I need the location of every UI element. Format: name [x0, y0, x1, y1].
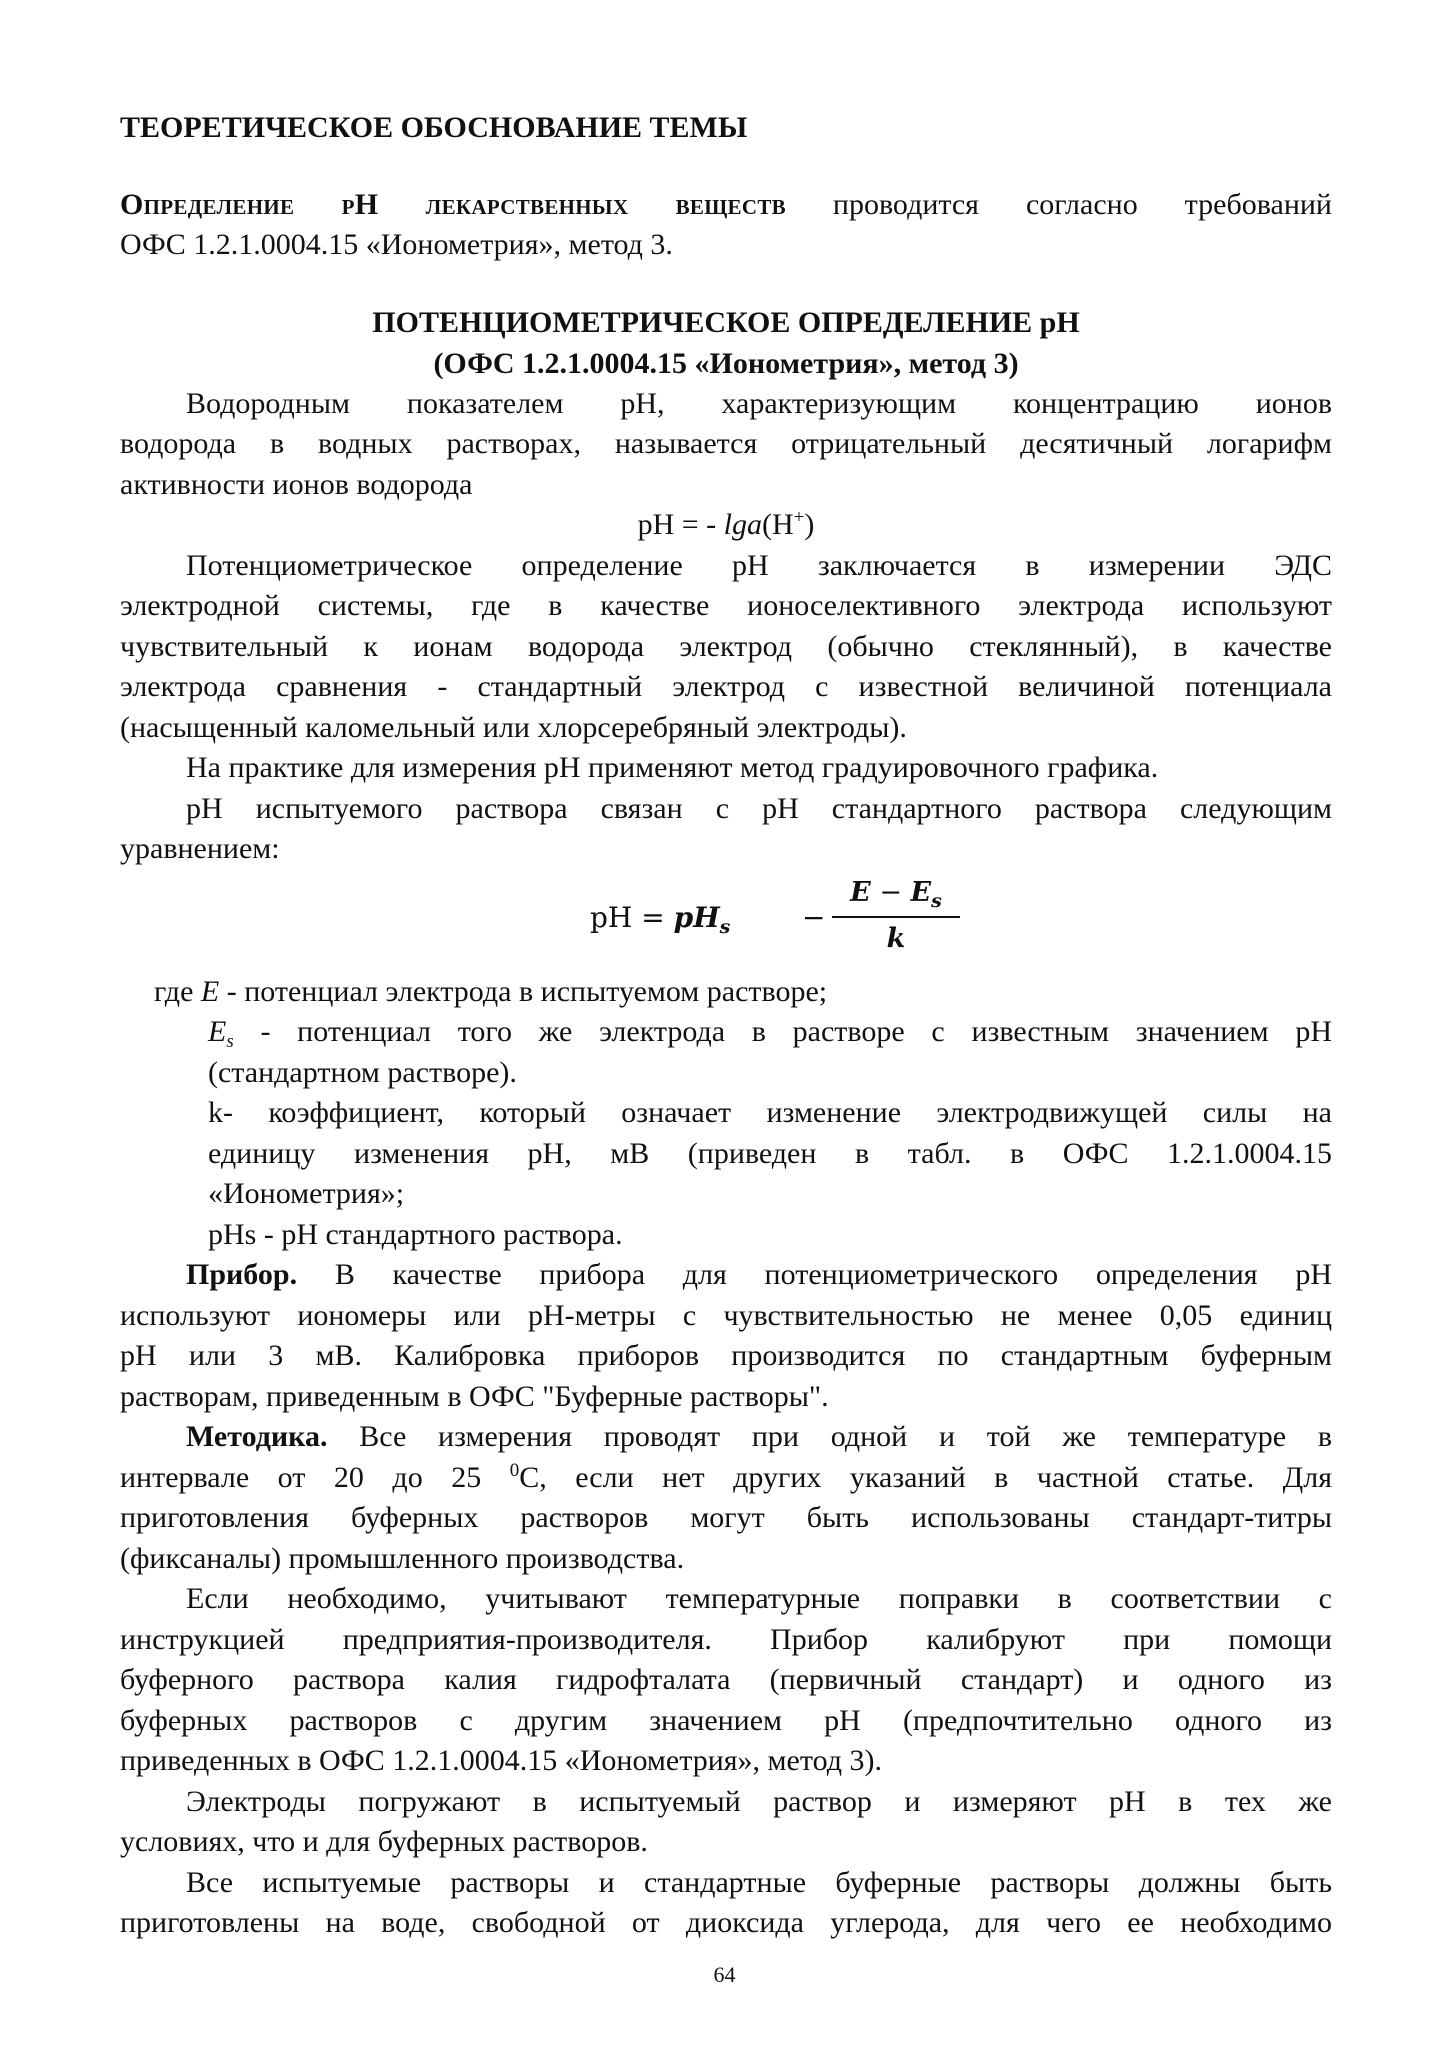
definitions — [120, 1012, 1332, 1255]
method-degree-sup: 0 — [509, 1459, 520, 1481]
ph-formula-sup: + — [793, 507, 805, 528]
intro-line-1 — [120, 185, 1332, 226]
method-line-4: (фиксаналы) промышленного производства. — [120, 1541, 685, 1575]
ph-formula-h: (H — [762, 508, 794, 541]
p4-line-1: рН испытуемого раствора связан с рН стандартного раствора следующим — [186, 791, 1332, 825]
document-page — [120, 108, 1332, 1944]
intro-line-1-text: проводится согласно требований — [785, 187, 1332, 221]
where-phs: pHs - рН стандартного раствора. — [208, 1217, 623, 1251]
p2-line-5: (насыщенный каломельный или хлорсеребряный электроды). — [120, 710, 907, 744]
where-k-line-3: «Ионометрия»; — [208, 1177, 405, 1210]
where-k-line-1: k- коэффициент, который означает изменение электродвижущей силы на — [208, 1096, 1332, 1129]
ph-equation-lhs — [590, 898, 730, 939]
ph-equation-phs-sub: s — [719, 915, 731, 938]
p5-line-5: приведенных в ОФС 1.2.1.0004.15 «Ионометрия», метод 3). — [120, 1744, 882, 1777]
where-e-symbol: E — [200, 974, 220, 1008]
device-label: Прибор. — [186, 1258, 298, 1291]
where-prefix: где — [154, 974, 201, 1008]
ph-formula-close: ) — [804, 508, 815, 541]
where-es-text: - потенциал того же электрода в растворе с известным значением рН — [233, 1015, 1332, 1048]
ph-equation-numerator — [832, 874, 960, 918]
where-es-line-1 — [208, 1012, 1332, 1053]
p6-line-2: условиях, что и для буферных растворов. — [120, 1825, 648, 1858]
where-es-symbol: E — [208, 1015, 227, 1048]
p2-line-4: электрода сравнения - стандартный электрод с известной величиной потенциала — [120, 670, 1332, 703]
where-es-sub: s — [226, 1031, 234, 1052]
method-line-2-a: интервале от 20 до 25 — [120, 1460, 510, 1494]
method-line-2 — [120, 1458, 1332, 1499]
where-k-line-2: единицу изменения рН, мВ (приведен в табл. в ОФС 1.2.1.0004.15 — [208, 1136, 1332, 1170]
p5-line-4: буферных растворов с другим значением рН (предпочтительно одного из — [120, 1703, 1332, 1737]
section-title-2: (ОФС 1.2.1.0004.15 «Ионометрия», метод 3) — [433, 346, 1019, 380]
ph-equation-denominator: k — [886, 922, 906, 954]
p2-line-2: электродной системы, где в качестве ионоселективного электрода используют — [120, 589, 1332, 622]
ph-equation-lhs-text: pH = — [590, 900, 674, 934]
method-label: Методика. — [186, 1420, 328, 1453]
numerator-es-sub: s — [931, 889, 942, 912]
device-line-2: используют иономеры или рН-метры с чувствительностью не менее 0,05 единиц — [120, 1298, 1332, 1332]
p7-line-2: приготовлены на воде, свободной от диоксида углерода, для чего ее необходимо — [120, 1906, 1332, 1939]
p6-line-1: Электроды погружают в испытуемый раствор и измеряют рН в тех же — [186, 1784, 1332, 1818]
device-line-1-text: В качестве прибора для потенциометрического определения рН — [297, 1258, 1332, 1291]
p3-text: На практике для измерения рН применяют метод градуировочного графика. — [186, 751, 1159, 784]
p1-line-2: водорода в водных растворах, называется отрицательный десятичный логарифм — [120, 427, 1332, 460]
p5-line-3: буферного раствора калия гидрофталата (первичный стандарт) и одного из — [120, 1663, 1332, 1696]
ph-formula-left: pH = - — [637, 508, 724, 541]
ph-formula-lga: lga — [723, 508, 763, 541]
ph-equation-phs: pH — [673, 900, 720, 934]
intro-lead: Определение pH лекарственных веществ — [120, 187, 786, 221]
where-es-line-2: (стандартном растворе). — [208, 1055, 517, 1089]
page-heading: ТЕОРЕТИЧЕСКОЕ ОБОСНОВАНИЕ ТЕМЫ — [120, 111, 748, 144]
numerator-es: E — [910, 876, 932, 908]
ph-equation-fraction — [832, 874, 960, 958]
page-number: 64 — [713, 1962, 736, 1987]
p1-line-1: Водородным показателем рН, характеризующим концентрацию ионов — [186, 386, 1332, 420]
p5-line-2: инструкцией предприятия-производителя. Прибор калибруют при помощи — [120, 1622, 1332, 1656]
method-line-1 — [120, 1417, 1332, 1458]
p2-line-3: чувствительный к ионам водорода электрод (обычно стеклянный), в качестве — [120, 629, 1332, 663]
p2-line-1: Потенциометрическое определение рН заключается в измерении ЭДС — [186, 548, 1332, 582]
device-line-1 — [120, 1255, 1332, 1296]
numerator-minus: − — [870, 876, 911, 908]
method-line-3: приготовления буферных растворов могут быть использованы стандарт-титры — [120, 1501, 1332, 1534]
where-e — [120, 972, 1332, 1013]
where-e-text: - потенциал электрода в испытуемом растворе; — [219, 974, 828, 1008]
p7-line-1: Все испытуемые растворы и стандартные буферные растворы должны быть — [186, 1865, 1332, 1899]
numerator-e: E — [850, 876, 871, 908]
method-line-1-text: Все измерения проводят при одной и той же температуре в — [327, 1420, 1332, 1453]
ph-equation — [120, 872, 1332, 972]
ph-equation-minus: − — [802, 900, 826, 934]
ph-formula — [120, 505, 1332, 546]
p1-line-3: активности ионов водорода — [120, 467, 473, 501]
method-line-2-b: С, если нет других указаний в частной статье. Для — [519, 1460, 1332, 1494]
device-line-4: растворам, приведенным в ОФС "Буферные растворы". — [120, 1379, 829, 1413]
p5-line-1: Если необходимо, учитывают температурные поправки в соответствии с — [186, 1582, 1332, 1615]
p4-line-2: уравнением: — [120, 832, 280, 865]
device-line-3: рН или 3 мВ. Калибровка приборов производится по стандартным буферным — [120, 1339, 1332, 1372]
intro-line-2: ОФС 1.2.1.0004.15 «Ионометрия», метод 3. — [120, 228, 673, 261]
section-title-1: ПОТЕНЦИОМЕТРИЧЕСКОЕ ОПРЕДЕЛЕНИЕ pH — [372, 305, 1080, 339]
